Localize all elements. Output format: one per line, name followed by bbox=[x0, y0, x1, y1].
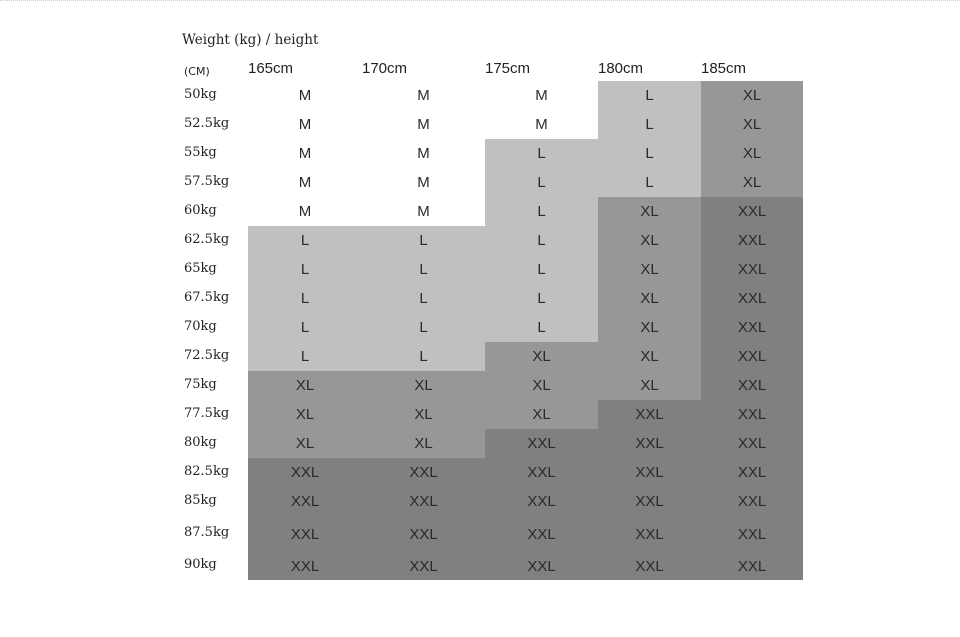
size-cell: XXL bbox=[485, 458, 598, 487]
size-cell: L bbox=[485, 197, 598, 226]
row-label: 75kg bbox=[184, 376, 217, 392]
size-cell: L bbox=[248, 255, 362, 284]
size-cell: XXL bbox=[701, 342, 803, 371]
size-cell: L bbox=[362, 284, 485, 313]
size-cell: XXL bbox=[701, 284, 803, 313]
size-cell: M bbox=[362, 139, 485, 168]
size-cell: M bbox=[362, 110, 485, 139]
column-header-1: 170cm bbox=[362, 60, 408, 77]
size-cell: XL bbox=[248, 429, 362, 458]
size-cell: L bbox=[485, 168, 598, 197]
size-cell: XL bbox=[598, 255, 701, 284]
size-cell: XXL bbox=[362, 552, 485, 580]
size-cell: M bbox=[362, 81, 485, 110]
size-cell: XXL bbox=[701, 516, 803, 552]
size-cell: XL bbox=[598, 226, 701, 255]
height-unit-label: (CM) bbox=[184, 65, 210, 78]
size-cell: L bbox=[362, 255, 485, 284]
size-cell: L bbox=[362, 313, 485, 342]
size-cell: XXL bbox=[598, 458, 701, 487]
size-cell: XL bbox=[598, 197, 701, 226]
row-label: 65kg bbox=[184, 260, 217, 276]
size-cell: XL bbox=[485, 400, 598, 429]
size-cell: L bbox=[598, 110, 701, 139]
size-cell: XXL bbox=[248, 458, 362, 487]
size-cell: XL bbox=[248, 400, 362, 429]
size-cell: M bbox=[248, 139, 362, 168]
size-cell: L bbox=[485, 226, 598, 255]
size-cell: L bbox=[485, 284, 598, 313]
size-cell: XL bbox=[362, 429, 485, 458]
size-cell: XXL bbox=[701, 487, 803, 516]
size-cell: XL bbox=[248, 371, 362, 400]
size-cell: M bbox=[248, 81, 362, 110]
row-label: 70kg bbox=[184, 318, 217, 334]
size-cell: XXL bbox=[598, 552, 701, 580]
size-cell: L bbox=[248, 284, 362, 313]
size-cell: XXL bbox=[701, 458, 803, 487]
size-cell: M bbox=[485, 110, 598, 139]
size-cell: XXL bbox=[362, 516, 485, 552]
size-cell: M bbox=[248, 110, 362, 139]
size-cell: L bbox=[248, 342, 362, 371]
size-cell: XL bbox=[362, 371, 485, 400]
row-label: 80kg bbox=[184, 434, 217, 450]
size-cell: XXL bbox=[485, 516, 598, 552]
size-cell: L bbox=[598, 81, 701, 110]
size-cell: XXL bbox=[701, 226, 803, 255]
size-cell: XXL bbox=[362, 458, 485, 487]
size-cell: L bbox=[485, 313, 598, 342]
size-cell: XXL bbox=[701, 313, 803, 342]
chart-title: Weight (kg) / height bbox=[182, 32, 319, 48]
row-label: 57.5kg bbox=[184, 173, 230, 189]
row-label: 62.5kg bbox=[184, 231, 230, 247]
column-header-0: 165cm bbox=[248, 60, 294, 77]
size-cell: M bbox=[362, 168, 485, 197]
size-cell: XXL bbox=[598, 400, 701, 429]
size-cell: XXL bbox=[485, 429, 598, 458]
size-cell: M bbox=[362, 197, 485, 226]
row-label: 52.5kg bbox=[184, 115, 230, 131]
row-label: 55kg bbox=[184, 144, 217, 160]
size-cell: L bbox=[248, 226, 362, 255]
size-cell: XXL bbox=[701, 371, 803, 400]
size-cell: XL bbox=[701, 110, 803, 139]
size-cell: XL bbox=[598, 342, 701, 371]
row-label: 67.5kg bbox=[184, 289, 230, 305]
size-cell: XXL bbox=[485, 487, 598, 516]
column-header-3: 180cm bbox=[598, 60, 644, 77]
column-header-2: 175cm bbox=[485, 60, 531, 77]
size-cell: XXL bbox=[598, 429, 701, 458]
row-label: 72.5kg bbox=[184, 347, 230, 363]
size-cell: XXL bbox=[248, 487, 362, 516]
size-cell: XXL bbox=[248, 516, 362, 552]
size-cell: M bbox=[248, 168, 362, 197]
row-label: 90kg bbox=[184, 557, 217, 572]
size-cell: L bbox=[362, 342, 485, 371]
size-cell: L bbox=[598, 139, 701, 168]
column-header-4: 185cm bbox=[701, 60, 747, 77]
size-cell: L bbox=[248, 313, 362, 342]
size-cell: L bbox=[362, 226, 485, 255]
size-cell: XXL bbox=[485, 552, 598, 580]
size-cell: XXL bbox=[701, 429, 803, 458]
size-cell: XL bbox=[485, 371, 598, 400]
row-label: 82.5kg bbox=[184, 463, 230, 479]
size-cell: XL bbox=[598, 313, 701, 342]
size-cell: XL bbox=[485, 342, 598, 371]
size-cell: L bbox=[485, 255, 598, 284]
size-cell: XL bbox=[598, 284, 701, 313]
size-cell: XXL bbox=[362, 487, 485, 516]
row-label: 87.5kg bbox=[184, 525, 230, 540]
size-cell: M bbox=[485, 81, 598, 110]
size-cell: XL bbox=[701, 168, 803, 197]
size-cell: XL bbox=[701, 81, 803, 110]
size-cell: XL bbox=[362, 400, 485, 429]
size-cell: XL bbox=[701, 139, 803, 168]
row-label: 50kg bbox=[184, 86, 217, 102]
top-dotted-rule bbox=[0, 0, 960, 1]
size-cell: XXL bbox=[701, 255, 803, 284]
row-label: 77.5kg bbox=[184, 405, 230, 421]
size-cell: XXL bbox=[701, 400, 803, 429]
size-cell: XL bbox=[598, 371, 701, 400]
size-cell: XXL bbox=[701, 197, 803, 226]
size-cell: XXL bbox=[598, 487, 701, 516]
row-label: 60kg bbox=[184, 202, 217, 218]
size-cell: XXL bbox=[701, 552, 803, 580]
size-cell: XXL bbox=[598, 516, 701, 552]
size-cell: M bbox=[248, 197, 362, 226]
row-label: 85kg bbox=[184, 492, 217, 508]
size-cell: XXL bbox=[248, 552, 362, 580]
size-cell: L bbox=[598, 168, 701, 197]
size-cell: L bbox=[485, 139, 598, 168]
